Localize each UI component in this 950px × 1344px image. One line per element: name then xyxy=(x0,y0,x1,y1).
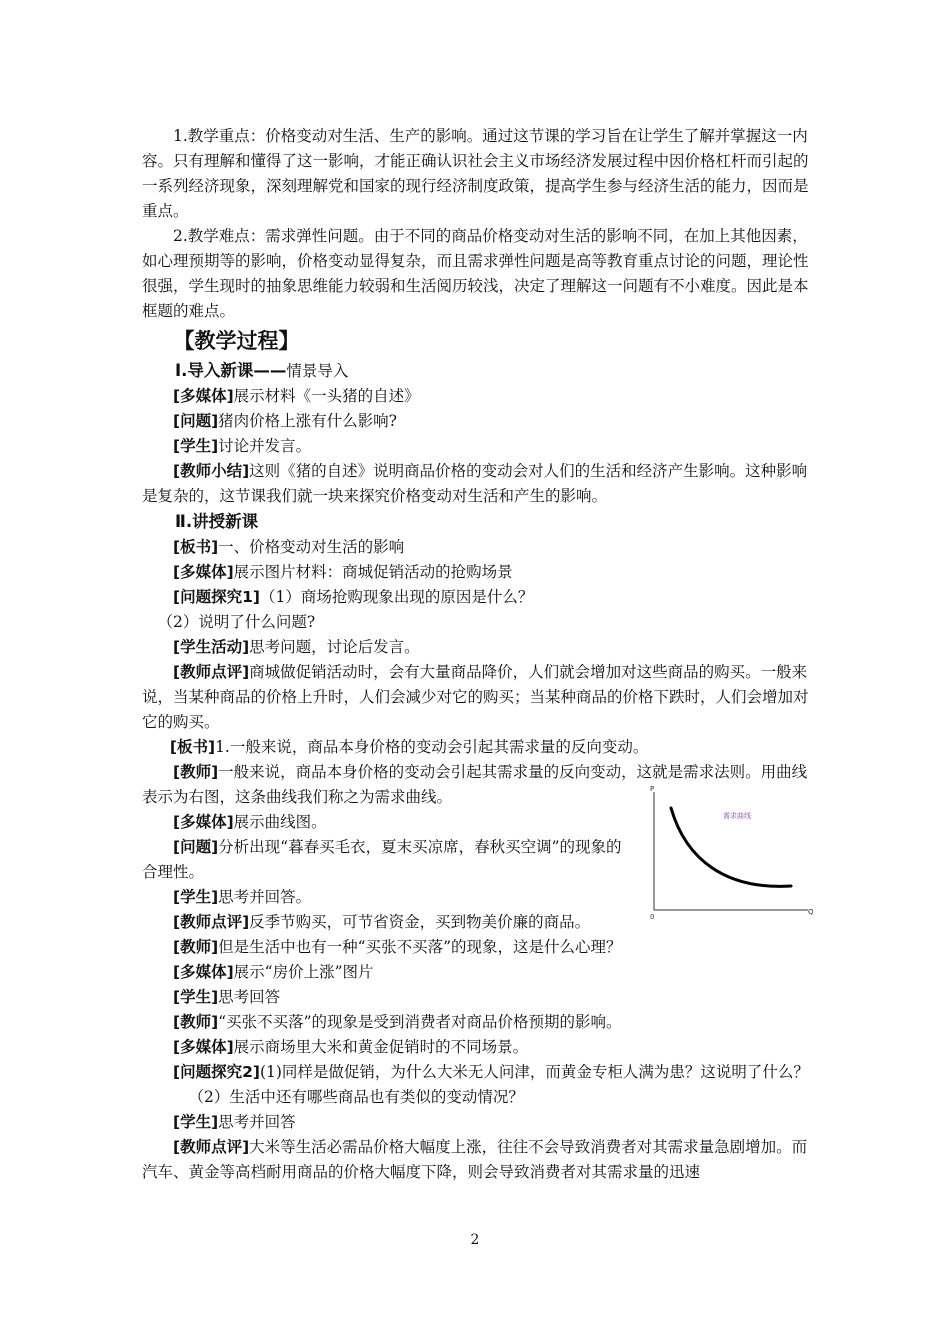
x-axis-label: Q xyxy=(808,908,814,916)
line-question xyxy=(142,835,637,885)
origin-label: 0 xyxy=(650,913,655,920)
line-text: 思考回答 xyxy=(218,988,281,1006)
section-title-new-lesson: Ⅱ.讲授新课 xyxy=(175,512,259,531)
line-board xyxy=(142,735,810,760)
line-multimedia xyxy=(142,560,810,585)
page-number: 2 xyxy=(470,1232,480,1248)
line-tag: [教师点评] xyxy=(173,1138,250,1156)
line-multimedia xyxy=(142,960,810,985)
line-tag: [多媒体] xyxy=(173,1038,234,1056)
line-tag: [问题探究1] xyxy=(173,588,260,606)
line-tag: [问题] xyxy=(173,838,219,856)
line-teacher-comment xyxy=(142,660,810,735)
line-text: （2）生活中还有哪些商品也有类似的变动情况？ xyxy=(188,1088,524,1106)
line-teacher xyxy=(142,935,810,960)
line-text: 展示曲线图。 xyxy=(233,813,327,831)
line-text: 1.一般来说，商品本身价格的变动会引起其需求量的反向变动。 xyxy=(215,738,649,756)
line-tag: [学生] xyxy=(173,888,219,906)
section-title-text: Ⅰ.导入新课—— xyxy=(175,361,287,380)
line-tag: [问题探究2] xyxy=(173,1063,260,1081)
line-student xyxy=(142,434,810,459)
line-text: 展示“房价上涨”图片 xyxy=(233,963,374,981)
page-content xyxy=(142,124,810,1185)
line-question xyxy=(142,409,810,434)
line-text: 分析出现“暮春买毛衣，夏末买凉席，春秋买空调”的现象的合理性。 xyxy=(142,838,622,881)
line-text: 展示材料《一头猪的自述》 xyxy=(233,387,420,405)
line-teacher xyxy=(142,1010,810,1035)
line-tag: [学生] xyxy=(173,437,219,455)
section-title-intro xyxy=(142,358,810,384)
line-inquiry-2-part-2 xyxy=(142,1085,810,1110)
line-text: 一、价格变动对生活的影响 xyxy=(218,538,405,556)
line-student xyxy=(142,1110,810,1135)
line-tag: [教师小结] xyxy=(173,462,250,480)
line-text: “买张不买落”的现象是受到消费者对商品价格预期的影响。 xyxy=(218,1013,622,1031)
section-title-tail: 情景导入 xyxy=(286,362,349,380)
line-tag: [学生] xyxy=(173,1113,219,1131)
line-text: 讨论并发言。 xyxy=(218,437,312,455)
line-tag: [教师] xyxy=(173,938,219,956)
line-teacher-comment xyxy=(142,1135,810,1185)
line-tag: [学生] xyxy=(173,988,219,1006)
line-multimedia xyxy=(142,1035,810,1060)
line-tag: [教师点评] xyxy=(173,663,250,681)
paragraph-teaching-difficulty: 2.教学难点：需求弹性问题。由于不同的商品价格变动对生活的影响不同，在加上其他因素，如心理预期等的影响，价格变动显得复杂，而且需求弹性问题是高等教育重点讨论的问题，理论性很强，学生现时的抽象思维能力较弱和生活阅历较浅，决定了理解这一问题有不小难度。因此是本框题的难点。 xyxy=(142,227,809,320)
line-tag: [学生活动] xyxy=(173,638,250,656)
line-tag: [多媒体] xyxy=(173,963,234,981)
line-tag: [板书] xyxy=(169,738,216,756)
demand-curve-chart xyxy=(646,780,818,920)
line-text: 反季节购买，可节省资金，买到物美价廉的商品。 xyxy=(249,913,591,931)
line-student xyxy=(142,985,810,1010)
line-text: （2）说明了什么问题? xyxy=(157,613,316,631)
line-tag: [多媒体] xyxy=(173,563,234,581)
line-teacher-summary xyxy=(142,459,810,509)
line-tag: [教师点评] xyxy=(173,913,250,931)
line-student-activity xyxy=(142,635,810,660)
y-axis-label: P xyxy=(650,785,655,793)
line-text: 这则《猪的自述》说明商品价格的变动会对人们的生活和经济产生影响。这种影响是复杂的，这节课我们就一块来探究价格变动对生活和产生的影响。 xyxy=(142,462,808,505)
line-text: 大米等生活必需品价格大幅度上涨，往往不会导致消费者对其需求量急剧增加。而汽车、黄金等高档耐用商品的价格大幅度下降，则会导致消费者对其需求量的迅速 xyxy=(142,1138,808,1181)
paragraph-teaching-focus: 1.教学重点：价格变动对生活、生产的影响。通过这节课的学习旨在让学生了解并掌握这一内容。只有理解和懂得了这一影响，才能正确认识社会主义市场经济发展过程中因价格杠杆而引起的一系列经济现象，深刻理解党和国家的现行经济制度政策，提高学生参与经济生活的能力，因而是重点。 xyxy=(142,127,809,220)
line-board xyxy=(142,535,810,560)
line-tag: [多媒体] xyxy=(173,387,234,405)
line-text: 猪肉价格上涨有什么影响? xyxy=(218,412,397,430)
line-tag: [问题] xyxy=(173,412,219,430)
line-tag: [多媒体] xyxy=(173,813,234,831)
line-text: 展示图片材料：商城促销活动的抢购场景 xyxy=(233,563,513,581)
chart-annotation: 需求曲线 xyxy=(723,812,751,820)
line-inquiry-1 xyxy=(142,585,810,610)
line-text: （1）商场抢购现象出现的原因是什么？ xyxy=(259,588,534,606)
line-text: 商城做促销活动时，会有大量商品降价，人们就会增加对这些商品的购买。一般来说，当某种商品的价格上升时，人们会减少对它的购买；当某种商品的价格下跌时，人们会增加对它的购买。 xyxy=(142,663,809,731)
line-text: 思考并回答。 xyxy=(218,888,312,906)
line-text: 一般来说，商品本身价格的变动会引起其需求量的反向变动，这就是需求法则。用曲线表示为右图，这条曲线我们称之为需求曲线。 xyxy=(142,763,808,806)
section-heading: 【教学过程】 xyxy=(173,329,300,353)
line-text: 展示商场里大米和黄金促销时的不同场景。 xyxy=(233,1038,529,1056)
line-text: 思考问题，讨论后发言。 xyxy=(249,638,420,656)
line-inquiry-2 xyxy=(142,1060,810,1085)
line-text: 思考并回答 xyxy=(218,1113,296,1131)
line-multimedia xyxy=(142,384,810,409)
line-tag: [教师] xyxy=(173,763,219,781)
line-inquiry-1-part-2 xyxy=(142,610,810,635)
line-text: (1)同样是做促销，为什么大米无人问津，而黄金专柜人满为患？这说明了什么？ xyxy=(259,1063,809,1081)
line-tag: [教师] xyxy=(173,1013,219,1031)
line-text: 但是生活中也有一种“买张不买落”的现象，这是什么心理？ xyxy=(218,938,622,956)
line-tag: [板书] xyxy=(173,538,219,556)
